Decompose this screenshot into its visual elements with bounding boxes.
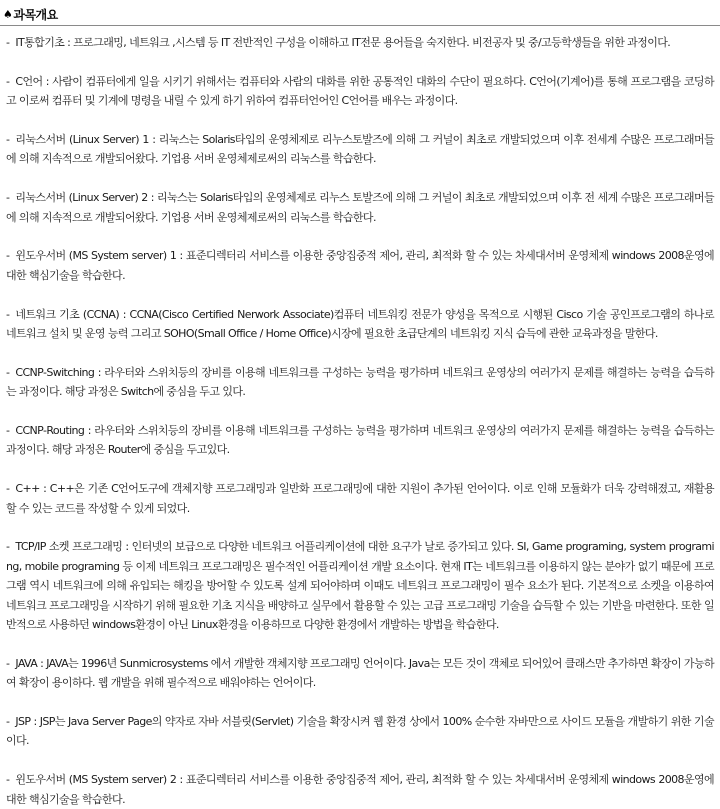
list-dash: - [6,540,10,554]
course-item-it-basics [0,33,714,52]
list-dash: - [6,74,10,88]
list-dash: - [6,36,10,49]
course-item-ccnp-switching [0,363,714,402]
list-dash: - [6,773,10,787]
section-title: 과목개요 [13,7,58,22]
course-description: JAVA : JAVA는 1996년 Sunmicrosystems 에서 개발한 객체지향 프로그래밍 언어이다. Java는 모든 것이 객체로 되어있어 클래스만 추가하면 확장이 가능하여 확장이 용이하다. 웹 개발을 위해 필수적으로 배워야하는 언어이다. [6,656,714,690]
course-description: TCP/IP 소켓 프로그래밍 : 인터넷의 보급으로 다양한 네트워크 어플리케이션에 대한 요구가 날로 증가되고 있다. SI, Game programing, system programing, mobile programing 등 이제 네트워크 프로그래밍은 필수적인 어플리케이션 개발 요소이다. 현재 IT는 네트워크를 이용하지 않는 분야가 없기 때문에 프로그램 역시 네트워크에 의해 유입되는 해킹을 방어할 수 있도록 설계 되어야하며 이때도 네트워크 프로그래밍이 필수 요소가 된다. 기본적으로 소켓을 이용하여 네트워크 프로그래밍을 시작하기 위해 필요한 기초 지식을 배양하고 실무에서 활용할 수 있는 고급 프로그래밍 기술을 습득할 수 있는 기반을 마련한다. 또한 일반적으로 사용하던 windows환경이 아닌 Linux환경을 이용하므로 다양한 환경에서 개발하는 방법을 학습한다. [6,540,714,632]
course-item-ccna [0,305,714,344]
section-header [3,4,58,24]
course-item-c-language [0,72,714,111]
course-description: 윈도우서버 (MS System server) 2 : 표준디렉터리 서비스를 이용한 중앙집중적 제어, 관리, 최적화 할 수 있는 차세대서버 운영체제 windows 2008운영에 대한 핵심기술을 학습한다. [6,773,714,806]
list-dash: - [6,482,10,496]
course-description: 리눅스서버 (Linux Server) 2 : 리눅스는 Solaris타입의 운영체제로 리누스 토발즈에 의해 그 커널이 최초로 개발되었으며 이후 전 세계 수많은 프로그래머들에 의해 지속적으로 개발되어왔다. 기업용 서버 운영체제로써의 리눅스를 학습한다. [6,191,714,224]
list-dash: - [6,656,10,670]
course-description: CCNP-Routing : 라우터와 스위치등의 장비를 이용해 네트워크를 구성하는 능력을 평가하며 네트워크 운영상의 여러가지 문제를 해결하는 능력을 습득하는 과정이다. 해당 과정은 Router에 중심을 두고있다. [6,424,714,457]
course-description: CCNP-Switching : 라우터와 스위치등의 장비를 이용해 네트워크를 구성하는 능력을 평가하며 네트워크 운영상의 여러가지 문제를 해결하는 능력을 습득하는 과정이다. 해당 과정은 Switch에 중심을 두고 있다. [6,365,714,399]
course-description: C언어 : 사람이 컴퓨터에게 일을 시키기 위해서는 컴퓨터와 사람의 대화를 위한 공통적인 대화의 수단이 필요하다. C언어(기계어)를 통해 프로그램을 코딩하고 이로써 컴퓨터 및 기계에 명령을 내릴 수 있게 하기 위하여 컴퓨터언어인 C언어를 배우는 과정이다. [6,74,714,108]
course-description: 네트워크 기초 (CCNA) : CCNA(Cisco Certified Nerwork Associate)컴퓨터 네트워킹 전문가 양성을 목적으로 시행된 Cisco 기술 공인프로그램의 하나로 네트워크 설치 및 운영 능력 그리고 SOHO(Small Office / Home Office)시장에 필요한 초급단계의 네트워킹 지식 습득에 관한 교육과정을 말한다. [6,307,714,341]
course-list [0,33,714,809]
course-item-windows-server-2 [0,770,714,809]
course-description: C++ : C++은 기존 C언어도구에 객체지향 프로그래밍과 일반화 프로그래밍에 대한 지원이 추가된 언어이다. 이로 인해 모듈화가 더욱 강력해졌고, 재활용 할 수 있는 코드를 작성할 수 있게 되었다. [6,482,714,515]
list-dash: - [6,307,10,321]
list-dash: - [6,191,10,205]
course-item-cpp [0,479,714,518]
list-dash: - [6,715,10,729]
course-item-linux-server-2 [0,188,714,227]
spade-icon: ♠ [3,7,13,21]
header-divider [0,25,720,26]
list-dash: - [6,249,10,263]
course-item-tcpip-socket [0,537,714,634]
course-description: 리눅스서버 (Linux Server) 1 : 리눅스는 Solaris타입의 운영체제로 리누스토발즈에 의해 그 커널이 최초로 개발되었으며 이후 전세계 수많은 프로그래머들에 의해 지속적으로 개발되어왔다. 기업용 서버 운영체제로써의 리눅스를 학습한다. [6,133,714,166]
course-item-linux-server-1 [0,130,714,169]
course-description: JSP : JSP는 Java Server Page의 약자로 자바 서블릿(Servlet) 기술을 확장시켜 웹 환경 상에서 100% 순수한 자바만으로 사이드 모듈을 개발하기 위한 기술이다. [6,715,714,748]
course-item-windows-server-1 [0,246,714,285]
list-dash: - [6,365,10,379]
list-dash: - [6,133,10,146]
list-dash: - [6,424,10,438]
course-description: 윈도우서버 (MS System server) 1 : 표준디렉터리 서비스를 이용한 중앙집중적 제어, 관리, 최적화 할 수 있는 차세대서버 운영체제 windows 2008운영에 대한 핵심기술을 학습한다. [6,249,714,282]
course-item-ccnp-routing [0,421,714,460]
course-item-java [0,654,714,693]
course-description: IT통합기초 : 프로그래밍, 네트워크 ,시스템 등 IT 전반적인 구성을 이해하고 IT전문 용어들을 숙지한다. 비전공자 및 중/고등학생들을 위한 과정이다. [15,36,671,49]
course-item-jsp [0,712,714,751]
